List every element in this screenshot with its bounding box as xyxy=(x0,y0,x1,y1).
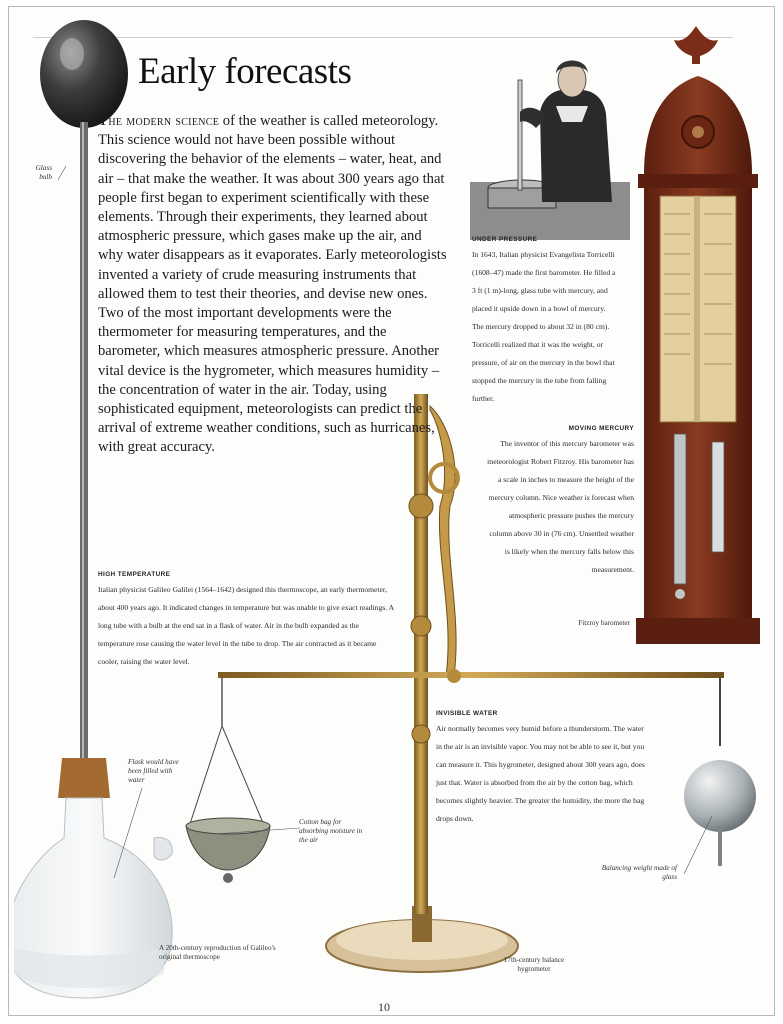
page-number: 10 xyxy=(378,1000,390,1014)
caption-under-pressure xyxy=(472,236,618,406)
page-title: Early forecasts xyxy=(138,51,352,92)
caption-high-temperature xyxy=(98,571,394,669)
caption-body: The inventor of this mercury barometer was meteorologist Robert Fitzroy. His barometer has a scale in inches to measure the height of the mercury column. Nice weather is forecast when atmospheric pressure pushes the mercury column above 30 in (76 cm). Unsettled weather is likely when the mercury falls below this measurement. xyxy=(487,439,634,574)
caption-heading: UNDER PRESSURE xyxy=(472,236,538,243)
label-galileo-reproduction: A 20th-century reproduction of Galileo's original thermoscope xyxy=(159,944,276,961)
caption-invisible-water xyxy=(436,710,651,826)
caption-heading: HIGH TEMPERATURE xyxy=(98,571,171,578)
label-fitzroy-barometer: Fitzroy barometer xyxy=(578,619,630,627)
intro-lead-in: he modern science xyxy=(108,113,220,129)
label-cotton-bag: Cotton bag for absorbing moisture in the air xyxy=(299,818,363,844)
label-balance-hygrometer: 17th-century balance hygrometer xyxy=(503,956,565,973)
label-balancing-weight: Balancing weight made of glass xyxy=(601,864,677,881)
caption-body: Italian physicist Galileo Galilei (1564–1642) designed this thermoscope, an early thermometer, about 400 years ago. It indicated changes in temperature but was unable to give exact readings. A long tube with a bulb at the end sat in a flask of water. Air in the bulb expanded as the temperature rose causing the water level in the tube to drop. The air contracted as it became cooler, raising the water level. xyxy=(98,585,394,666)
intro-paragraph xyxy=(98,110,448,458)
caption-heading: INVISIBLE WATER xyxy=(436,710,498,717)
intro-dropcap: T xyxy=(98,110,109,129)
caption-body: Air normally becomes very humid before a thunderstorm. The water in the air is an invisible vapor. You may not be able to see it, but you can measure it. This hygrometer, designed about 300 years ago, does just that. Water is absorbed from the air by the cotton bag, which becomes slightly heavier. The greater the humidity, the more the bag drops down. xyxy=(436,724,645,823)
label-glass-bulb: Glass bulb xyxy=(35,164,52,181)
caption-moving-mercury xyxy=(486,425,634,577)
intro-text: of the weather is called meteorology. This science would not have been possible without discovering the behavior of the elements – water, heat, and air – that make the weather. It was about 300 years ago that people first began to experiment scientifically with these elements. Through their experiments, they learned about atmospheric pressure, which gases make up the air, and why water disappears as it evaporates. Early meteorologists invented a variety of crude measuring instruments that allowed them to test their theories, and devise new ones. Two of the most important developments were the thermometer for measuring temperatures, and the barometer, which measures atmospheric pressure. Another vital device is the hygrometer, which measures humidity – the concentration of water in the air. Today, using sophisticated equipment, meteorologists can predict the arrival of extreme weather conditions, such as hurricanes, with great accuracy. xyxy=(98,113,447,456)
label-flask-water: Flask would have been filled with water xyxy=(128,758,179,784)
caption-heading: MOVING MERCURY xyxy=(568,425,634,432)
caption-body: In 1643, Italian physicist Evangelista Torricelli (1608–47) made the first barometer. He filled a 3 ft (1 m)-long, glass tube with mercury, and placed it upside down in a bowl of mercury. The mercury dropped to about 32 in (80 cm). Torricelli realized that it was the weight, or pressure, of air on the mercury in the bowl that stopped the mercury in the tube from falling further. xyxy=(472,250,616,403)
balance-hygrometer-illustration xyxy=(182,386,762,986)
torricelli-engraving xyxy=(470,52,630,240)
